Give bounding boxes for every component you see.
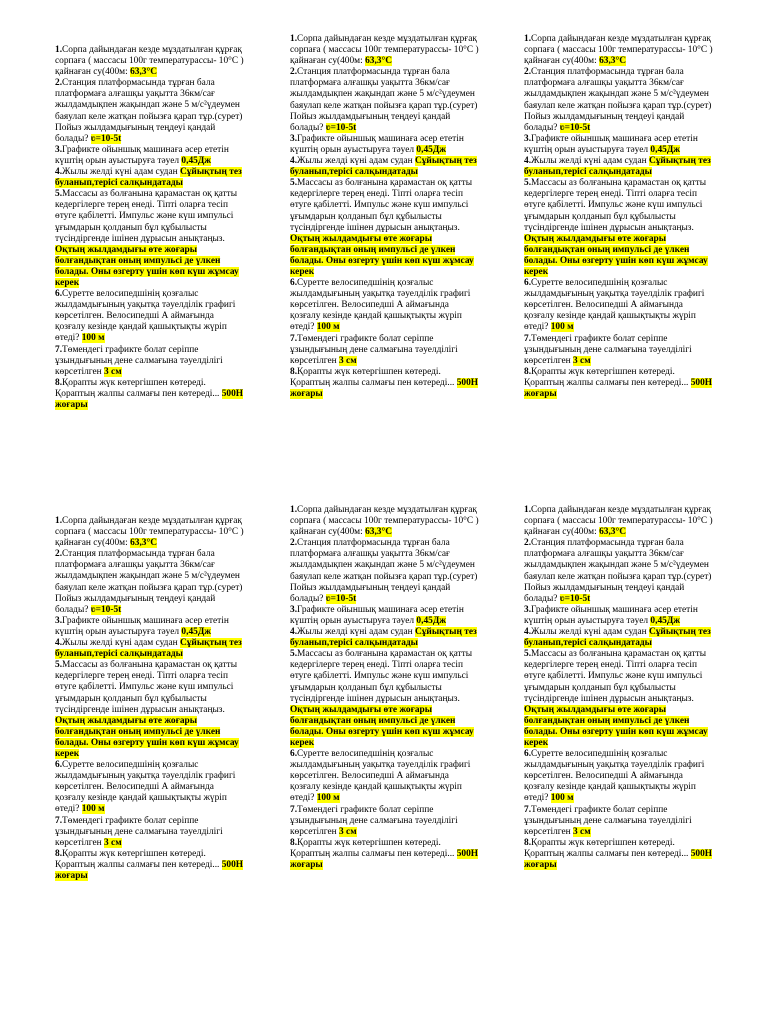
question-number: 4. xyxy=(290,627,298,638)
question-text: Қорапты жүк көтергішпен көтереді. Қораптың жалпы салмағы пен көтереді... xyxy=(524,837,689,859)
question-number: 7. xyxy=(524,804,532,815)
question-text: Жылы желді күні адам судан xyxy=(531,156,647,167)
question-number: 7. xyxy=(524,333,532,344)
answer-highlight: 63,3°С xyxy=(130,67,158,78)
answer-highlight: 500Н жоғары xyxy=(55,859,244,881)
question-number: 7. xyxy=(55,815,63,826)
question-number: 8. xyxy=(290,366,298,377)
quiz-question xyxy=(524,156,714,178)
question-number: 3. xyxy=(55,144,63,155)
question-number: 4. xyxy=(290,156,298,167)
question-number: 8. xyxy=(524,837,532,848)
quiz-question xyxy=(290,538,480,605)
question-number: 6. xyxy=(524,278,532,289)
answer-highlight: 3 см xyxy=(104,837,122,848)
question-text: Жылы желді күні адам судан xyxy=(62,167,178,178)
quiz-question xyxy=(524,134,714,156)
quiz-question xyxy=(55,78,245,145)
answer-highlight: ʋ=10-5t xyxy=(90,133,122,144)
quiz-question xyxy=(524,749,714,804)
quiz-question xyxy=(524,838,714,871)
answer-highlight: ʋ=10-5t xyxy=(559,122,591,133)
answer-highlight: 100 м xyxy=(81,333,105,344)
quiz-question xyxy=(290,34,480,67)
quiz-question xyxy=(55,45,245,78)
answer-highlight: 63,3°С xyxy=(130,538,158,549)
quiz-question xyxy=(290,805,480,838)
answer-highlight: 0,45Дж xyxy=(650,144,681,155)
question-number: 5. xyxy=(55,660,63,671)
answer-highlight: 0,45Дж xyxy=(416,144,447,155)
answer-highlight: 500Н жоғары xyxy=(524,377,713,399)
question-text: Жылы желді күні адам судан xyxy=(297,156,413,167)
answer-highlight: 500Н жоғары xyxy=(290,377,479,399)
question-text: Суретте велосипедшінің қозғалыс жылдамдығының уақытқа тәуелділік графигі көрсетілген. Велосипедші А аймағында қозғалу кезінде қандай қашықтықты жүріп өтеді? xyxy=(55,289,236,344)
question-text: Қорапты жүк көтергішпен көтереді. Қораптың жалпы салмағы пен көтереді... xyxy=(55,848,220,870)
question-text: Станция платформасында тұрған бала платформаға алғашқы уақытта 36км/сағ жылдамдықпен жақындап және 5 м/с²үдеумен баяулап келе жатқан пойызға қарап тұр.(сурет) Пойыз жылдамдығының теңдеуі қандай болады? xyxy=(290,67,478,133)
quiz-question xyxy=(524,67,714,134)
question-number: 3. xyxy=(55,615,63,626)
answer-highlight: 100 м xyxy=(550,322,574,333)
answer-highlight: Сұйықтың тез буланып,терісі салқындатады xyxy=(55,167,242,189)
question-text: Станция платформасында тұрған бала платформаға алғашқы уақытта 36км/сағ жылдамдықпен жақындап және 5 м/с²үдеумен баяулап келе жатқан пойызға қарап тұр.(сурет) Пойыз жылдамдығының теңдеуі қандай болады? xyxy=(524,67,712,133)
quiz-question xyxy=(55,660,245,760)
question-number: 2. xyxy=(290,67,298,78)
question-number: 2. xyxy=(55,549,63,560)
quiz-question xyxy=(55,189,245,289)
question-number: 1. xyxy=(290,34,298,44)
quiz-question xyxy=(524,505,714,538)
question-text: Массасы аз болғанына қарамастан оқ қатты кедергілерге терең енеді. Тіпті оларға тесіп өтуге қабілетті. Импульс және күш импульсі ұғымдарын қолданып бұл құбылысты түсіндіргенде ішінен дұрысын анықтаңыз. xyxy=(290,649,473,704)
question-text: Жылы желді күні адам судан xyxy=(531,627,647,638)
question-text: Сорпа дайындаған кезде мұздатылған құрғақ сорпаға ( массасы 100г температурассы- 10°С ) қайнаған су(400м: xyxy=(524,34,713,67)
answer-highlight: 0,45Дж xyxy=(181,155,212,166)
question-text: Станция платформасында тұрған бала платформаға алғашқы уақытта 36км/сағ жылдамдықпен жақындап және 5 м/с²үдеумен баяулап келе жатқан пойызға қарап тұр.(сурет) Пойыз жылдамдығының теңдеуі қандай болады? xyxy=(524,538,712,604)
question-number: 7. xyxy=(55,344,63,355)
question-text: Станция платформасында тұрған бала платформаға алғашқы уақытта 36км/сағ жылдамдықпен жақындап және 5 м/с²үдеумен баяулап келе жатқан пойызға қарап тұр.(сурет) Пойыз жылдамдығының теңдеуі қандай болады? xyxy=(55,549,243,615)
quiz-question xyxy=(524,367,714,400)
quiz-question xyxy=(524,538,714,605)
answer-highlight: 500Н жоғары xyxy=(290,848,479,870)
answer-highlight: 500Н жоғары xyxy=(55,388,244,410)
question-text: Сорпа дайындаған кезде мұздатылған құрғақ сорпаға ( массасы 100г температурассы- 10°С ) қайнаған су(400м: xyxy=(55,45,244,78)
question-text: Графикте ойыншық машинаға әсер ететін күштің орын ауыстыруға тәуел xyxy=(290,604,464,626)
quiz-column xyxy=(524,34,714,400)
answer-highlight: 3 см xyxy=(573,355,591,366)
quiz-question xyxy=(290,627,480,649)
question-text: Қорапты жүк көтергішпен көтереді. Қораптың жалпы салмағы пен көтереді... xyxy=(290,366,455,388)
question-number: 6. xyxy=(524,749,532,760)
quiz-question xyxy=(55,849,245,882)
question-number: 6. xyxy=(290,749,298,760)
question-text: Төмендегі графикте болат серіппе ұзындығының дене салмағына тәуелділігі көрсетілген xyxy=(55,344,223,377)
question-number: 4. xyxy=(55,167,63,178)
answer-highlight: 63,3°С xyxy=(365,56,393,67)
quiz-column xyxy=(290,34,480,400)
quiz-question xyxy=(55,345,245,378)
question-number: 2. xyxy=(55,78,63,89)
quiz-question xyxy=(55,378,245,411)
question-text: Сорпа дайындаған кезде мұздатылған құрғақ сорпаға ( массасы 100г температурассы- 10°С ) қайнаған су(400м: xyxy=(290,34,479,67)
quiz-question xyxy=(524,178,714,278)
question-text: Төмендегі графикте болат серіппе ұзындығының дене салмағына тәуелділігі көрсетілген xyxy=(290,333,458,366)
quiz-question xyxy=(524,805,714,838)
quiz-question xyxy=(290,749,480,804)
answer-highlight: Оқтың жылдамдығы өте жоғары болғандықтан оның импульсі де үлкен болады. Оны өзгерту үшін көп күш жұмсау керек xyxy=(524,233,708,277)
quiz-column xyxy=(524,505,714,871)
question-text: Массасы аз болғанына қарамастан оқ қатты кедергілерге терең енеді. Тіпті оларға тесіп өтуге қабілетті. Импульс және күш импульсі ұғымдарын қолданып бұл құбылысты түсіндіргенде ішінен дұрысын анықтаңыз. xyxy=(524,649,707,704)
quiz-question xyxy=(55,289,245,344)
answer-highlight: ʋ=10-5t xyxy=(90,604,122,615)
quiz-question xyxy=(55,516,245,549)
answer-highlight: 100 м xyxy=(550,793,574,804)
question-text: Қорапты жүк көтергішпен көтереді. Қораптың жалпы салмағы пен көтереді... xyxy=(290,837,455,859)
quiz-question xyxy=(290,178,480,278)
answer-highlight: Сұйықтың тез буланып,терісі салқындатады xyxy=(290,156,477,178)
quiz-question xyxy=(290,505,480,538)
question-number: 5. xyxy=(55,189,63,200)
question-text: Массасы аз болғанына қарамастан оқ қатты кедергілерге терең енеді. Тіпті оларға тесіп өтуге қабілетті. Импульс және күш импульсі ұғымдарын қолданып бұл құбылысты түсіндіргенде ішінен дұрысын анықтаңыз. xyxy=(290,178,473,233)
answer-highlight: Оқтың жылдамдығы өте жоғары болғандықтан оның импульсі де үлкен болады. Оны өзгерту үшін көп күш жұмсау керек xyxy=(290,704,474,748)
answer-highlight: Сұйықтың тез буланып,терісі салқындатады xyxy=(524,156,711,178)
question-number: 7. xyxy=(290,333,298,344)
question-text: Графикте ойыншық машинаға әсер ететін күштің орын ауыстыруға тәуел xyxy=(524,604,698,626)
quiz-question xyxy=(290,156,480,178)
question-number: 1. xyxy=(55,516,63,526)
answer-highlight: 0,45Дж xyxy=(650,615,681,626)
quiz-question xyxy=(55,816,245,849)
quiz-question xyxy=(55,616,245,638)
answer-highlight: 3 см xyxy=(573,826,591,837)
answer-highlight: 3 см xyxy=(339,355,357,366)
quiz-question xyxy=(290,334,480,367)
question-number: 6. xyxy=(55,289,63,300)
question-number: 5. xyxy=(290,649,298,660)
question-text: Суретте велосипедшінің қозғалыс жылдамдығының уақытқа тәуелділік графигі көрсетілген. Велосипедші А аймағында қозғалу кезінде қандай қашықтықты жүріп өтеді? xyxy=(290,749,471,804)
answer-highlight: Сұйықтың тез буланып,терісі салқындатады xyxy=(55,638,242,660)
question-number: 5. xyxy=(524,649,532,660)
quiz-column xyxy=(55,516,245,882)
question-text: Графикте ойыншық машинаға әсер ететін күштің орын ауыстыруға тәуел xyxy=(55,144,229,166)
question-number: 3. xyxy=(290,604,298,615)
question-text: Жылы желді күні адам судан xyxy=(62,638,178,649)
quiz-question xyxy=(290,367,480,400)
answer-highlight: Оқтың жылдамдығы өте жоғары болғандықтан оның импульсі де үлкен болады. Оны өзгерту үшін көп күш жұмсау керек xyxy=(524,704,708,748)
question-number: 4. xyxy=(524,156,532,167)
question-text: Сорпа дайындаған кезде мұздатылған құрғақ сорпаға ( массасы 100г температурассы- 10°С ) қайнаған су(400м: xyxy=(55,516,244,549)
question-text: Графикте ойыншық машинаға әсер ететін күштің орын ауыстыруға тәуел xyxy=(55,615,229,637)
question-number: 8. xyxy=(290,837,298,848)
answer-highlight: Оқтың жылдамдығы өте жоғары болғандықтан оның импульсі де үлкен болады. Оны өзгерту үшін көп күш жұмсау керек xyxy=(290,233,474,277)
question-text: Массасы аз болғанына қарамастан оқ қатты кедергілерге терең енеді. Тіпті оларға тесіп өтуге қабілетті. Импульс және күш импульсі ұғымдарын қолданып бұл құбылысты түсіндіргенде ішінен дұрысын анықтаңыз. xyxy=(55,660,238,715)
answer-highlight: Сұйықтың тез буланып,терісі салқындатады xyxy=(524,627,711,649)
question-number: 3. xyxy=(290,133,298,144)
question-text: Сорпа дайындаған кезде мұздатылған құрғақ сорпаға ( массасы 100г температурассы- 10°С ) қайнаған су(400м: xyxy=(290,505,479,538)
question-text: Суретте велосипедшінің қозғалыс жылдамдығының уақытқа тәуелділік графигі көрсетілген. Велосипедші А аймағында қозғалу кезінде қандай қашықтықты жүріп өтеді? xyxy=(55,760,236,815)
question-text: Станция платформасында тұрған бала платформаға алғашқы уақытта 36км/сағ жылдамдықпен жақындап және 5 м/с²үдеумен баяулап келе жатқан пойызға қарап тұр.(сурет) Пойыз жылдамдығының теңдеуі қандай болады? xyxy=(290,538,478,604)
question-number: 1. xyxy=(524,505,532,515)
question-number: 8. xyxy=(524,366,532,377)
question-number: 1. xyxy=(290,505,298,515)
quiz-question xyxy=(290,67,480,134)
answer-highlight: 3 см xyxy=(339,826,357,837)
answer-highlight: 500Н жоғары xyxy=(524,848,713,870)
question-text: Графикте ойыншық машинаға әсер ететін күштің орын ауыстыруға тәуел xyxy=(524,133,698,155)
quiz-question xyxy=(290,649,480,749)
question-number: 4. xyxy=(55,638,63,649)
answer-highlight: 3 см xyxy=(104,366,122,377)
question-text: Сорпа дайындаған кезде мұздатылған құрғақ сорпаға ( массасы 100г температурассы- 10°С ) қайнаған су(400м: xyxy=(524,505,713,538)
answer-highlight: 100 м xyxy=(316,322,340,333)
question-text: Қорапты жүк көтергішпен көтереді. Қораптың жалпы салмағы пен көтереді... xyxy=(55,377,220,399)
answer-highlight: Сұйықтың тез буланып,терісі салқындатады xyxy=(290,627,477,649)
quiz-question xyxy=(524,334,714,367)
answer-highlight: ʋ=10-5t xyxy=(325,593,357,604)
question-number: 6. xyxy=(55,760,63,771)
answer-highlight: Оқтың жылдамдығы өте жоғары болғандықтан оның импульсі де үлкен болады. Оны өзгерту үшін көп күш жұмсау керек xyxy=(55,244,239,288)
question-text: Қорапты жүк көтергішпен көтереді. Қораптың жалпы салмағы пен көтереді... xyxy=(524,366,689,388)
answer-highlight: 63,3°С xyxy=(599,527,627,538)
question-number: 2. xyxy=(290,538,298,549)
answer-highlight: 63,3°С xyxy=(599,56,627,67)
quiz-question xyxy=(290,838,480,871)
quiz-question xyxy=(55,760,245,815)
question-text: Станция платформасында тұрған бала платформаға алғашқы уақытта 36км/сағ жылдамдықпен жақындап және 5 м/с²үдеумен баяулап келе жатқан пойызға қарап тұр.(сурет) Пойыз жылдамдығының теңдеуі қандай болады? xyxy=(55,78,243,144)
quiz-question xyxy=(55,549,245,616)
answer-highlight: ʋ=10-5t xyxy=(559,593,591,604)
quiz-question xyxy=(524,605,714,627)
question-text: Жылы желді күні адам судан xyxy=(297,627,413,638)
question-text: Суретте велосипедшінің қозғалыс жылдамдығының уақытқа тәуелділік графигі көрсетілген. Велосипедші А аймағында қозғалу кезінде қандай қашықтықты жүріп өтеді? xyxy=(290,278,471,333)
quiz-question xyxy=(524,649,714,749)
quiz-question xyxy=(55,638,245,660)
question-text: Суретте велосипедшінің қозғалыс жылдамдығының уақытқа тәуелділік графигі көрсетілген. Велосипедші А аймағында қозғалу кезінде қандай қашықтықты жүріп өтеді? xyxy=(524,749,705,804)
answer-highlight: 0,45Дж xyxy=(181,626,212,637)
quiz-question xyxy=(524,627,714,649)
question-text: Графикте ойыншық машинаға әсер ететін күштің орын ауыстыруға тәуел xyxy=(290,133,464,155)
question-text: Массасы аз болғанына қарамастан оқ қатты кедергілерге терең енеді. Тіпті оларға тесіп өтуге қабілетті. Импульс және күш импульсі ұғымдарын қолданып бұл құбылысты түсіндіргенде ішінен дұрысын анықтаңыз. xyxy=(524,178,707,233)
question-number: 6. xyxy=(290,278,298,289)
question-text: Төмендегі графикте болат серіппе ұзындығының дене салмағына тәуелділігі көрсетілген xyxy=(290,804,458,837)
question-number: 7. xyxy=(290,804,298,815)
quiz-question xyxy=(524,278,714,333)
quiz-column xyxy=(290,505,480,871)
question-text: Массасы аз болғанына қарамастан оқ қатты кедергілерге терең енеді. Тіпті оларға тесіп өтуге қабілетті. Импульс және күш импульсі ұғымдарын қолданып бұл құбылысты түсіндіргенде ішінен дұрысын анықтаңыз. xyxy=(55,189,238,244)
answer-highlight: Оқтың жылдамдығы өте жоғары болғандықтан оның импульсі де үлкен болады. Оны өзгерту үшін көп күш жұмсау керек xyxy=(55,715,239,759)
answer-highlight: 63,3°С xyxy=(365,527,393,538)
question-number: 1. xyxy=(524,34,532,44)
question-number: 3. xyxy=(524,604,532,615)
quiz-question xyxy=(290,605,480,627)
question-number: 5. xyxy=(290,178,298,189)
question-text: Төмендегі графикте болат серіппе ұзындығының дене салмағына тәуелділігі көрсетілген xyxy=(524,804,692,837)
quiz-question xyxy=(55,167,245,189)
question-number: 3. xyxy=(524,133,532,144)
answer-highlight: 100 м xyxy=(81,804,105,815)
question-text: Суретте велосипедшінің қозғалыс жылдамдығының уақытқа тәуелділік графигі көрсетілген. Велосипедші А аймағында қозғалу кезінде қандай қашықтықты жүріп өтеді? xyxy=(524,278,705,333)
question-text: Төмендегі графикте болат серіппе ұзындығының дене салмағына тәуелділігі көрсетілген xyxy=(55,815,223,848)
quiz-column xyxy=(55,45,245,411)
quiz-question xyxy=(524,34,714,67)
question-text: Төмендегі графикте болат серіппе ұзындығының дене салмағына тәуелділігі көрсетілген xyxy=(524,333,692,366)
answer-highlight: ʋ=10-5t xyxy=(325,122,357,133)
answer-highlight: 0,45Дж xyxy=(416,615,447,626)
quiz-question xyxy=(290,278,480,333)
quiz-question xyxy=(290,134,480,156)
question-number: 4. xyxy=(524,627,532,638)
question-number: 8. xyxy=(55,848,63,859)
question-number: 5. xyxy=(524,178,532,189)
quiz-question xyxy=(55,145,245,167)
question-number: 1. xyxy=(55,45,63,55)
answer-highlight: 100 м xyxy=(316,793,340,804)
question-number: 8. xyxy=(55,377,63,388)
question-number: 2. xyxy=(524,538,532,549)
question-number: 2. xyxy=(524,67,532,78)
